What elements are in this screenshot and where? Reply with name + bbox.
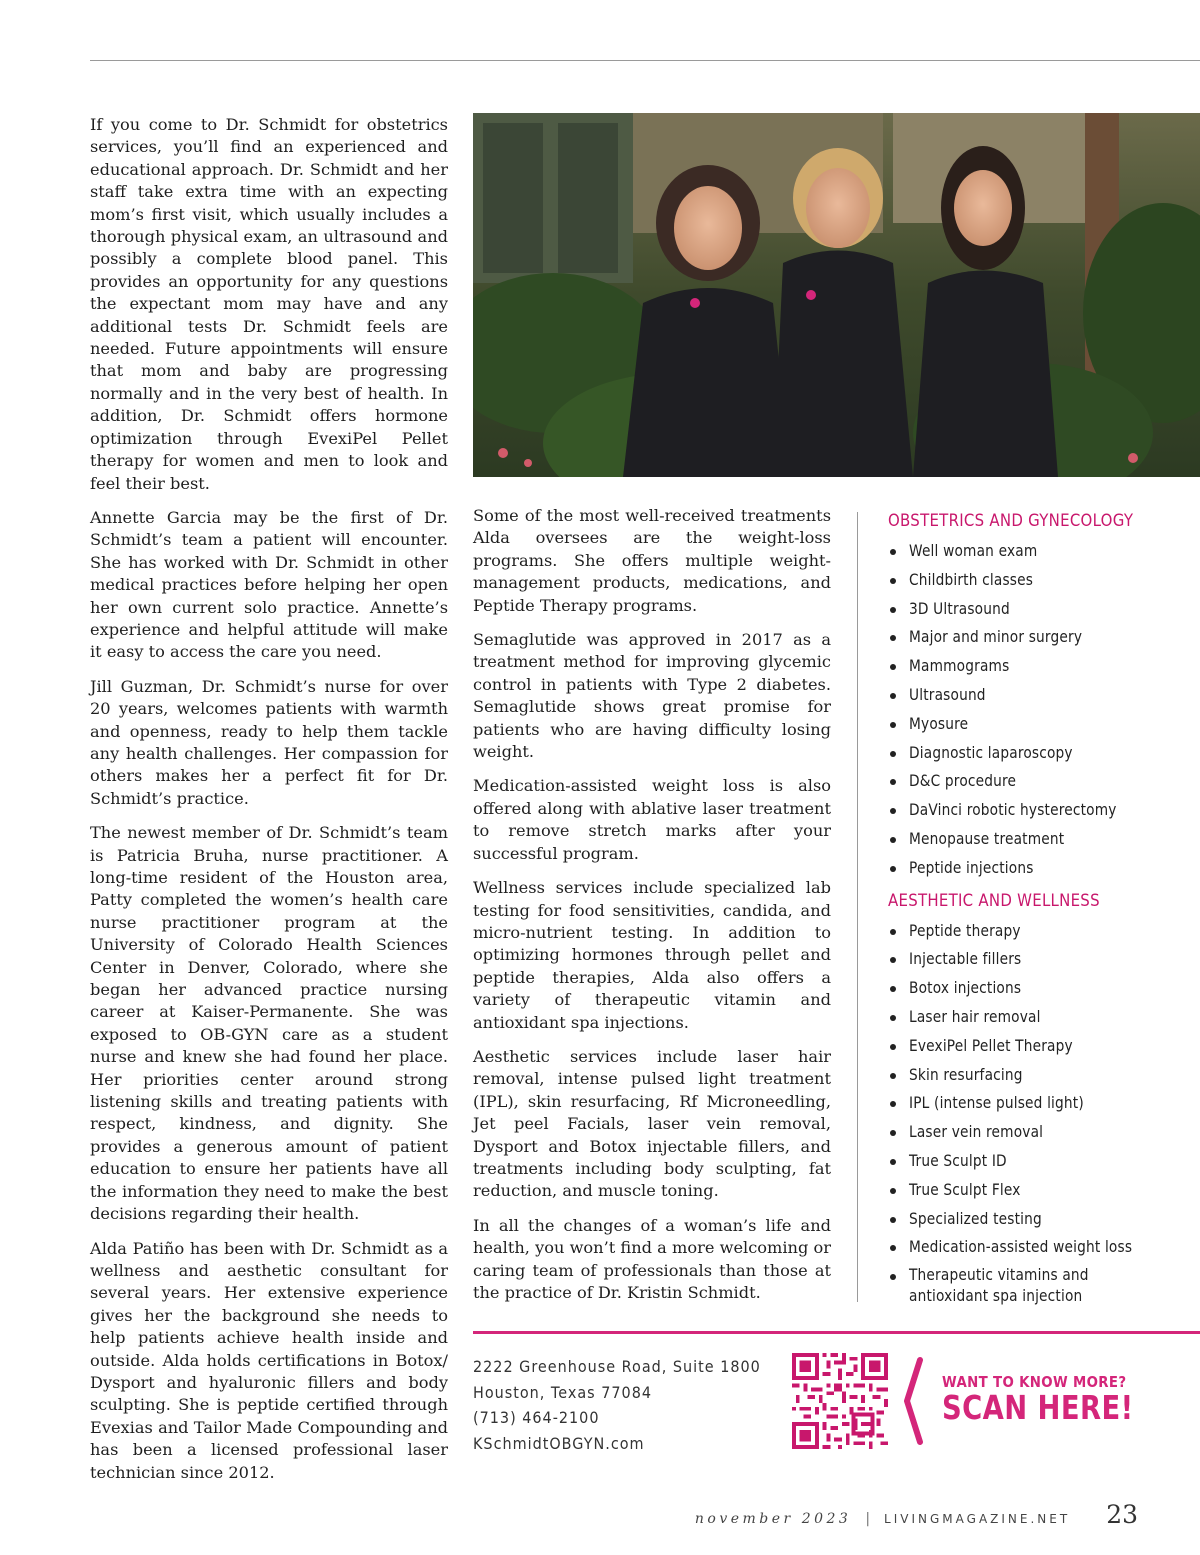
cta-line2: SCAN HERE! — [942, 1388, 1134, 1427]
paragraph: Alda Patiño has been with Dr. Schmidt as a wellness and aesthetic consultant for several years. Her extensive experience gives her the background she needs to help patients achieve health inside and outside. Alda holds certifications in Botox/ Dysport and hyaluronic fillers and body sculpting. She is peptide certified through Evexias and Tailor Made Compounding and has been a licensed professional laser technician since 2012. — [90, 1238, 448, 1482]
list-item: Myosure — [888, 710, 1188, 739]
cta-line1: WANT TO KNOW MORE? — [942, 1373, 1127, 1391]
article-column-1 — [90, 114, 448, 1496]
list-item: Medication-assisted weight loss — [888, 1233, 1188, 1262]
footer-separator: | — [865, 1511, 871, 1527]
paragraph: Semaglutide was approved in 2017 as a treatment method for improving glycemic control in patients with Type 2 diabetes. Semaglutide shows great promise for patients who are having difficulty losing weight. — [473, 630, 831, 762]
list-item: Specialized testing — [888, 1205, 1188, 1234]
list-item: EvexiPel Pellet Therapy — [888, 1032, 1188, 1061]
list-item: Therapeutic vitamins and antioxidant spa injection — [888, 1262, 1188, 1307]
obgyn-list — [888, 537, 1188, 883]
list-item: Laser hair removal — [888, 1003, 1188, 1032]
column-divider — [857, 512, 858, 1302]
scan-cta — [942, 1373, 1173, 1425]
paragraph: Medication-assisted weight loss is also offered along with ablative laser treatment to remove stretch marks after your successful program. — [473, 776, 831, 863]
city: Houston, Texas 77084 — [473, 1382, 653, 1402]
list-item: Peptide therapy — [888, 917, 1188, 946]
list-item: Ultrasound — [888, 681, 1188, 710]
list-item: D&C procedure — [888, 767, 1188, 796]
paragraph: Wellness services include specialized lab testing for food sensitivities, candida, and micro-nutrient testing. In addition to optimizing hormones through pellet and peptide therapies, Alda also offers a variety of therapeutic vitamin and antioxidant spa injections. — [473, 878, 831, 1032]
paragraph: The newest member of Dr. Schmidt’s team is Patricia Bruha, nurse practitioner. A long-time resident of the Houston area, Patty completed the women’s health care nurse practitioner program at the University of Colorado Health Sciences Center in Denver, Colorado, where she began her advanced practice nursing career at Kaiser-Permanente. She was exposed to OB-GYN care as a student nurse and knew she had found her place. Her priorities center around strong listening skills and treating patients with respect, kindness, and dignity. She provides a generous amount of patient education to ensure her patients have all the information they need to make the best decisions regarding their health. — [90, 823, 448, 1224]
header-rule — [90, 60, 1200, 61]
address: 2222 Greenhouse Road, Suite 1800 — [473, 1357, 761, 1376]
list-item: Mammograms — [888, 652, 1188, 681]
list-item: 3D Ultrasound — [888, 595, 1188, 624]
paragraph: If you come to Dr. Schmidt for obstetrics services, you’ll find an experienced and educational approach. Dr. Schmidt and her staff take extra time with an expecting mom’s first visit, which usually includes a thorough physical exam, an ultrasound and possibly a complete blood panel. This provides an opportunity for any questions the expectant mom may have and any additional tests Dr. Schmidt feels are needed. Future appointments will ensure that mom and baby are progressing normally and in the very best of health. In addition, Dr. Schmidt offers hormone optimization through EvexiPel Pellet therapy for women and men to look and feel their best. — [90, 115, 448, 493]
list-item: Major and minor surgery — [888, 623, 1188, 652]
contact-block — [473, 1354, 793, 1456]
chevron-left-icon — [902, 1356, 924, 1446]
aesthetic-heading: AESTHETIC AND WELLNESS — [888, 890, 1100, 911]
list-item: Laser vein removal — [888, 1118, 1188, 1147]
qr-code[interactable] — [792, 1353, 888, 1449]
page-number: 23 — [1106, 1500, 1138, 1529]
paragraph: Jill Guzman, Dr. Schmidt’s nurse for over 20 years, welcomes patients with warmth and openness, ready to help them tackle any health challenges. Her compassion for others makes her a perfect fit for Dr. Schmidt’s practice. — [90, 676, 448, 808]
paragraph: Some of the most well-received treatments Alda oversees are the weight-loss programs. She offers multiple weight-management products, medications, and Peptide Therapy programs. — [473, 506, 831, 615]
list-item: Well woman exam — [888, 537, 1188, 566]
issue-date: november 2023 — [694, 1511, 852, 1527]
page-footer — [695, 1500, 1138, 1529]
list-item: IPL (intense pulsed light) — [888, 1089, 1188, 1118]
website-link[interactable]: KSchmidtOBGYN.com — [473, 1433, 645, 1453]
paragraph: Annette Garcia may be the first of Dr. Schmidt’s team a patient will encounter. She has worked with Dr. Schmidt in other medical practices before helping her open her own current solo practice. Annette’s experience and helpful attitude will make it easy to access the care you need. — [90, 507, 448, 662]
list-item: DaVinci robotic hysterectomy — [888, 796, 1188, 825]
list-item: Childbirth classes — [888, 566, 1188, 595]
list-item: Botox injections — [888, 974, 1188, 1003]
paragraph: Aesthetic services include laser hair removal, intense pulsed light treatment (IPL), skin resurfacing, Rf Microneedling, Jet peel Facials, laser vein removal, Dysport and Botox injectable fillers, and treatments including body sculpting, fat reduction, and muscle toning. — [473, 1046, 831, 1201]
contact-rule — [473, 1331, 1200, 1334]
team-photo — [473, 113, 1200, 477]
paragraph: In all the changes of a woman’s life and health, you won’t find a more welcoming or caring team of professionals than those at the practice of Dr. Kristin Schmidt. — [473, 1215, 831, 1302]
list-item: Injectable fillers — [888, 945, 1188, 974]
site-name: LIVINGMAGAZINE.NET — [884, 1512, 1071, 1526]
list-item: Diagnostic laparoscopy — [888, 739, 1188, 768]
aesthetic-list — [888, 917, 1188, 1308]
list-item: Peptide injections — [888, 854, 1188, 883]
services-sidebar — [888, 511, 1188, 1315]
list-item: True Sculpt Flex — [888, 1176, 1188, 1205]
list-item: Skin resurfacing — [888, 1061, 1188, 1090]
obgyn-heading: OBSTETRICS AND GYNECOLOGY — [888, 511, 1134, 531]
list-item: Menopause treatment — [888, 825, 1188, 854]
article-column-2 — [473, 505, 831, 1316]
phone[interactable]: (713) 464-2100 — [473, 1408, 600, 1427]
list-item: True Sculpt ID — [888, 1147, 1188, 1176]
